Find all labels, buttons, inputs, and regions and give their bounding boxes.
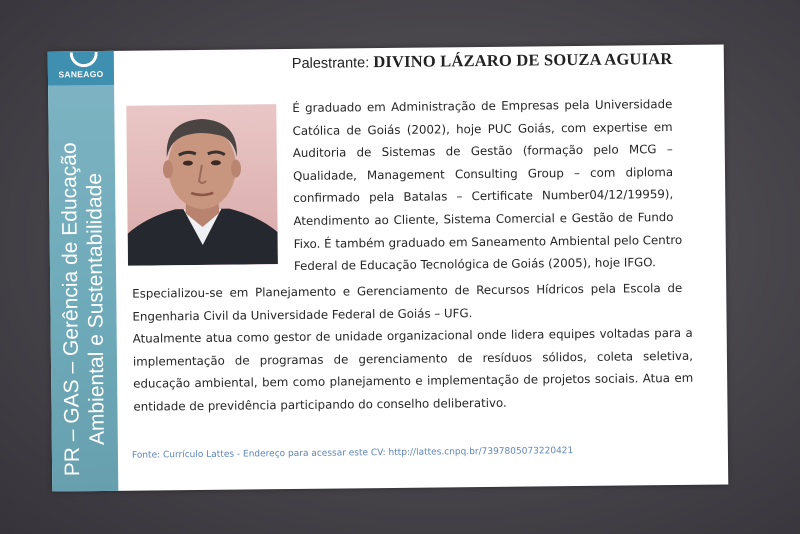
bio-line: Fixo. É também graduado em Saneamento Ambiental pelo Centro — [293, 232, 683, 251]
bio-line: Engenharia Civil da Universidade Federal de Goiás – UFG. — [132, 305, 473, 324]
slide-sidebar — [48, 51, 119, 492]
bio-line: entidade de previdência participando do conselho deliberativo. — [133, 395, 507, 414]
header-prefix: Palestrante: — [291, 55, 370, 72]
bio-paragraph-3 — [133, 322, 694, 418]
sidebar-title-line: Ambiental e Sustentabilidade — [82, 172, 109, 446]
slide-header — [292, 49, 673, 73]
logo-text: SANEAGO — [58, 68, 104, 80]
bio-line: confirmado pela Batalas – Certificate Number04/12/19959), — [293, 187, 674, 206]
speaker-photo — [126, 104, 278, 266]
presentation-slide — [48, 44, 729, 491]
source-footer: Fonte: Currículo Lattes - Endereço para acessar este CV: http://lattes.cnpq.br/7397805073220421 — [131, 446, 574, 461]
bio-paragraph-1 — [292, 93, 683, 278]
bio-line: educação ambiental, bem como planejamento e implementação de projetos sociais. Atua em — [133, 370, 694, 391]
speaker-name: DIVINO LÁZARO DE SOUZA AGUIAR — [373, 49, 673, 72]
bio-line: É graduado em Administração de Empresas pela Universidade — [292, 97, 673, 115]
bio-line: Católica de Goiás (2002), hoje PUC Goiás, com expertise em — [292, 119, 673, 138]
bio-line: Especializou-se em Planejamento e Gerenciamento de Recursos Hídricos pela Escola de — [132, 280, 683, 301]
bio-line: Federal de Educação Tecnológica de Goiás (2005), hoje IFGO. — [293, 255, 656, 274]
bio-line: Auditoria de Sistemas de Gestão (formação pelo MCG – — [292, 142, 673, 161]
logo-icon — [70, 52, 98, 67]
sidebar-title — [57, 142, 110, 476]
bio-line: Atendimento ao Cliente, Sistema Comercial e Gestão de Fundo — [293, 209, 674, 228]
bio-line: Atualmente atua como gestor de unidade organizacional onde lidera equipes voltadas para a — [132, 325, 693, 346]
bio-paragraph-2 — [132, 277, 682, 328]
sidebar-title-line: PR – GAS – Gerência de Educação — [57, 142, 85, 477]
bio-line: implementação de programas de gerenciamento de resíduos sólidos, coleta seletiva, — [132, 348, 694, 369]
bio-line: Qualidade, Management Consulting Group – com diploma — [292, 164, 674, 183]
saneago-logo — [48, 51, 114, 86]
